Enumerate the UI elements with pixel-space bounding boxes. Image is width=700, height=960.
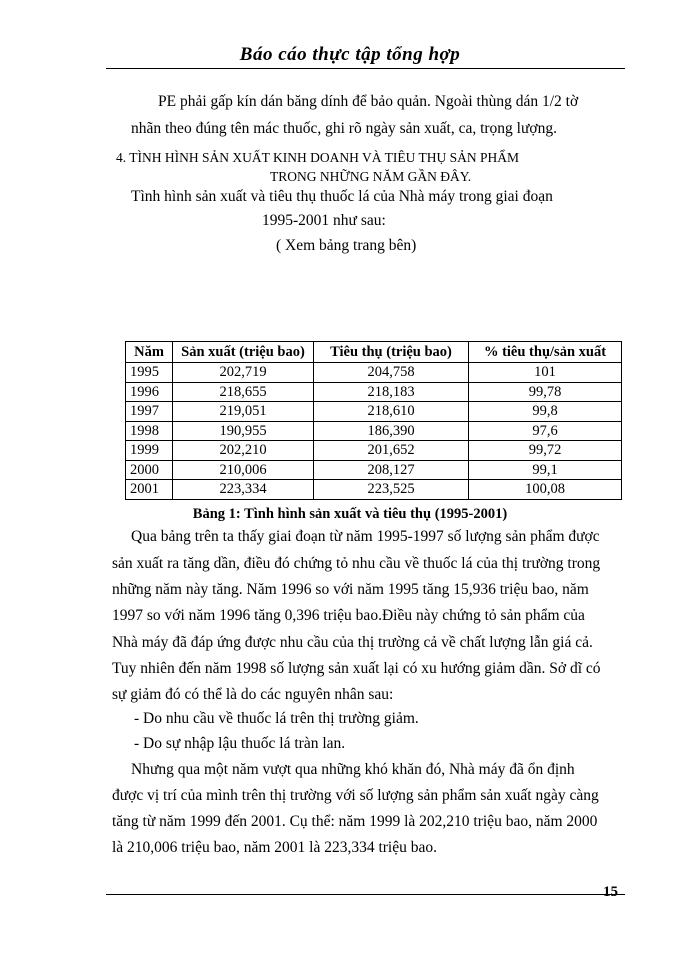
paragraph-2-line: là 210,006 triệu bao, năm 2001 là 223,334 triệu bao.: [112, 839, 438, 856]
intro-line-2: nhãn theo đúng tên mác thuốc, ghi rõ ngày sản xuất, ca, trọng lượng.: [131, 120, 557, 137]
cell-production: 202,210: [173, 441, 314, 461]
cell-consumption: 208,127: [314, 460, 469, 480]
paragraph-2-line: Nhưng qua một năm vượt qua những khó khăn đó, Nhà máy đã ổn định: [131, 761, 575, 778]
paragraph-1-line: Tuy nhiên đến năm 1998 số lượng sản xuất lại có xu hướng giảm dần. Sở dĩ có: [112, 660, 601, 677]
paragraph-1-line: Qua bảng trên ta thấy giai đoạn từ năm 1995-1997 số lượng sản phẩm được: [131, 528, 600, 545]
section-lead-line-2: 1995-2001 như sau:: [262, 212, 386, 229]
cell-production: 210,006: [173, 460, 314, 480]
cell-year: 1998: [126, 421, 173, 441]
col-header-consumption: Tiêu thụ (triệu bao): [314, 342, 469, 363]
cell-production: 190,955: [173, 421, 314, 441]
cell-year: 1997: [126, 402, 173, 422]
cell-ratio: 99,8: [469, 402, 622, 422]
production-table: [125, 341, 622, 500]
paragraph-1-line: sản xuất ra tăng dần, điều đó chứng tỏ nhu cầu về thuốc lá của thị trường trong: [112, 555, 601, 572]
bullet-item: - Do nhu cầu về thuốc lá trên thị trường giảm.: [134, 710, 419, 727]
section-lead-line-1: Tình hình sản xuất và tiêu thụ thuốc lá của Nhà máy trong giai đoạn: [131, 188, 553, 205]
cell-consumption: 218,610: [314, 402, 469, 422]
col-header-year: Năm: [126, 342, 173, 363]
cell-ratio: 99,1: [469, 460, 622, 480]
cell-ratio: 100,08: [469, 480, 622, 500]
see-table-note: ( Xem bảng trang bên): [276, 237, 417, 254]
table-row: [126, 402, 622, 422]
cell-year: 1999: [126, 441, 173, 461]
cell-ratio: 99,78: [469, 382, 622, 402]
cell-consumption: 201,652: [314, 441, 469, 461]
paragraph-1-line: những năm này tăng. Năm 1996 so với năm 1995 tăng 15,936 triệu bao, năm: [112, 581, 589, 598]
cell-ratio: 97,6: [469, 421, 622, 441]
cell-year: 1996: [126, 382, 173, 402]
table-row: [126, 363, 622, 383]
table-row: [126, 480, 622, 500]
cell-year: 1995: [126, 363, 173, 383]
report-header-title: Báo cáo thực tập tổng hợp: [239, 44, 461, 65]
table-row: [126, 460, 622, 480]
page-number: 15: [603, 884, 618, 900]
table-row: [126, 382, 622, 402]
cell-ratio: 101: [469, 363, 622, 383]
cell-production: 219,051: [173, 402, 314, 422]
paragraph-1-line: 1997 so với năm 1996 tăng 0,396 triệu bao.Điều này chứng tỏ sản phẩm của: [112, 607, 585, 624]
intro-line-1: PE phải gấp kín dán băng dính để bảo quản. Ngoài thùng dán 1/2 tờ: [158, 93, 579, 110]
table-header-row: [126, 342, 622, 363]
col-header-ratio: % tiêu thụ/sản xuất: [469, 342, 622, 363]
cell-year: 2000: [126, 460, 173, 480]
paragraph-1-line: Nhà máy đã đáp ứng được nhu cầu của thị trường cả về chất lượng lẫn giá cả.: [112, 634, 593, 651]
bullet-item: - Do sự nhập lậu thuốc lá tràn lan.: [134, 735, 346, 752]
section-title-line-1: 4. TÌNH HÌNH SẢN XUẤT KINH DOANH VÀ TIÊU THỤ SẢN PHẨM: [116, 150, 520, 165]
cell-consumption: 186,390: [314, 421, 469, 441]
cell-production: 202,719: [173, 363, 314, 383]
paragraph-1-line: sự giảm đó có thể là do các nguyên nhân sau:: [112, 686, 394, 703]
cell-production: 223,334: [173, 480, 314, 500]
cell-consumption: 223,525: [314, 480, 469, 500]
col-header-production: Sản xuất (triệu bao): [173, 342, 314, 363]
footer-rule: [106, 894, 625, 895]
table-row: [126, 421, 622, 441]
paragraph-2-line: tăng từ năm 1999 đến 2001. Cụ thể: năm 1999 là 202,210 triệu bao, năm 2000: [112, 813, 598, 830]
cell-production: 218,655: [173, 382, 314, 402]
section-title-line-2: TRONG NHỮNG NĂM GẦN ĐÂY.: [270, 169, 472, 184]
cell-ratio: 99,72: [469, 441, 622, 461]
paragraph-2-line: được vị trí của mình trên thị trường với số lượng sản phẩm sản xuất ngày càng: [112, 787, 599, 804]
cell-consumption: 218,183: [314, 382, 469, 402]
table-caption: Bảng 1: Tình hình sản xuất và tiêu thụ (1995-2001): [192, 506, 508, 522]
header-rule: [106, 68, 625, 69]
cell-year: 2001: [126, 480, 173, 500]
table-row: [126, 441, 622, 461]
cell-consumption: 204,758: [314, 363, 469, 383]
